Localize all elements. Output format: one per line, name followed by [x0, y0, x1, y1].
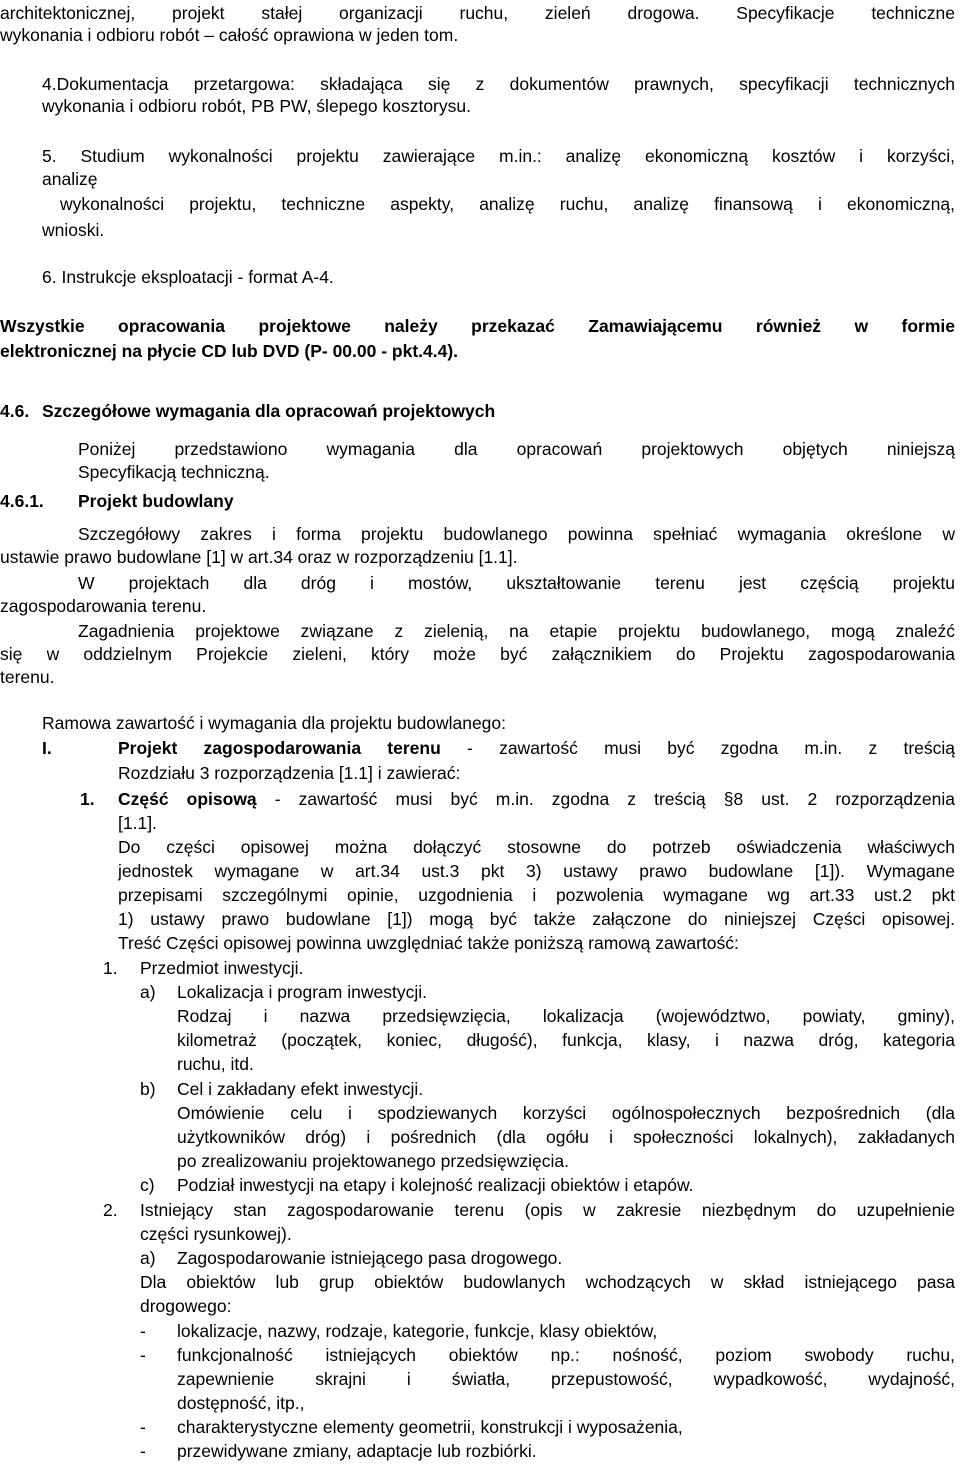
list-dash-1: -	[140, 1321, 146, 1341]
section-intro-line-1: Poniżej przedstawiono wymagania dla opracowań projektowych objętych niniejszą	[78, 439, 955, 459]
subsection-p2-line-1: W projektach dla dróg i mostów, ukształtowanie terenu jest częścią projektu	[78, 573, 955, 593]
subsection-p1-line-2: ustawie prawo budowlane [1] w art.34 oraz w rozporządzeniu [1.1].	[0, 547, 518, 567]
list-item-4: przewidywane zmiany, adaptacje lub rozbiórki.	[177, 1441, 537, 1461]
item-4-line-2: wykonania i odbioru robót, PB PW, ślepego kosztorysu.	[42, 96, 471, 116]
frame-a-label: a)	[140, 982, 156, 1002]
frame-s2-line-1: Istniejący stan zagospodarowanie terenu (opis w zakresie niezbędnym do uzupełnienie	[140, 1200, 955, 1220]
frame-I-line-1: Projekt zagospodarowania terenu - zawartość musi być zgodna m.in. z treścią	[118, 738, 955, 758]
item-4-line-1: 4.Dokumentacja przetargowa: składająca się z dokumentów prawnych, specyfikacji technicznych	[42, 74, 955, 94]
frame-s2-number: 2.	[103, 1200, 118, 1220]
subsection-p2-line-2: zagospodarowania terenu.	[0, 596, 207, 616]
subsection-number: 4.6.1.	[0, 491, 44, 511]
frame-heading: Ramowa zawartość i wymagania dla projektu budowlanego:	[42, 713, 506, 733]
frame-b-label: b)	[140, 1079, 156, 1099]
frame-s1-number: 1.	[103, 958, 118, 978]
frame-a-desc-2: kilometraż (początek, koniec, długość), funkcja, klasy, i nazwa dróg, kategoria	[177, 1030, 955, 1050]
frame-desc-line-4: 1) ustawy prawo budowlane [1]) mogą być także załączone do niniejszej Części opisowej.	[118, 909, 955, 929]
frame-b-desc-1: Omówienie celu i spodziewanych korzyści ogólnospołecznych bezpośrednich (dla	[177, 1103, 955, 1123]
frame-s2a-text: Zagospodarowanie istniejącego pasa drogowego.	[177, 1248, 563, 1268]
subsection-p3-line-2: się w oddzielnym Projekcie zieleni, który może być załącznikiem do Projektu zagospodarowania	[0, 644, 955, 664]
frame-b-desc-2: użytkowników dróg) i pośrednich (dla ogółu i społeczności lokalnych), zakładanych	[177, 1127, 955, 1147]
list-dash-2: -	[140, 1345, 146, 1365]
subsection-p3-line-3: terenu.	[0, 667, 55, 687]
frame-desc-line-1: Do części opisowej można dołączyć stosowne do potrzeb oświadczenia właściwych	[118, 837, 955, 857]
subsection-title: Projekt budowlany	[78, 491, 234, 511]
item-5-line-1: 5. Studium wykonalności projektu zawierające m.in.: analizę ekonomiczną kosztów i korzyści,	[42, 146, 955, 166]
frame-desc-line-5: Treść Części opisowej powinna uwzględniać także poniższą ramową zawartość:	[118, 933, 739, 953]
item-5-line-3: wykonalności projektu, techniczne aspekty, analizę ruchu, analizę finansową i ekonomiczną,	[60, 194, 955, 214]
frame-I-line-2: Rozdziału 3 rozporządzenia [1.1] i zawierać:	[118, 763, 461, 783]
item-6: 6. Instrukcje eksploatacji - format A-4.	[42, 267, 334, 287]
subsection-p3-line-1: Zagadnienia projektowe związane z zielenią, na etapie projektu budowlanego, mogą znaleźć	[78, 621, 955, 641]
frame-s1-text: Przedmiot inwestycji.	[140, 958, 304, 978]
section-number: 4.6.	[0, 401, 30, 421]
frame-b-desc-3: po zrealizowaniu projektowanego przedsięwzięcia.	[177, 1151, 570, 1171]
frame-a-text: Lokalizacja i program inwestycji.	[177, 982, 427, 1002]
intro-line-2: wykonania i odbioru robót – całość oprawiona w jeden tom.	[0, 25, 459, 45]
frame-c-text: Podział inwestycji na etapy i kolejność realizacji obiektów i etapów.	[177, 1175, 694, 1195]
frame-a-desc-3: ruchu, itd.	[177, 1054, 254, 1074]
list-item-2-line-3: dostępność, itp.,	[177, 1393, 305, 1413]
notice-line-2: elektronicznej na płycie CD lub DVD (P- 00.00 - pkt.4.4).	[0, 341, 459, 361]
intro-line-1: architektonicznej, projekt stałej organizacji ruchu, zieleń drogowa. Specyfikacje techniczne	[0, 3, 955, 23]
list-item-3: charakterystyczne elementy geometrii, konstrukcji i wyposażenia,	[177, 1417, 683, 1437]
frame-s2a-desc-2: drogowego:	[140, 1296, 232, 1316]
list-item-1: lokalizacje, nazwy, rodzaje, kategorie, funkcje, klasy obiektów,	[177, 1321, 658, 1341]
frame-a-desc-1: Rodzaj i nazwa przedsięwzięcia, lokalizacja (województwo, powiaty, gminy),	[177, 1006, 955, 1026]
list-dash-3: -	[140, 1417, 146, 1437]
frame-s2-line-2: części rysunkowej).	[140, 1224, 292, 1244]
frame-desc-line-2: jednostek wymagane w art.34 ust.3 pkt 3) ustawy prawo budowlane [1]). Wymagane	[118, 861, 955, 881]
frame-p1-number: 1.	[80, 789, 95, 809]
frame-p1-line-2: [1.1].	[118, 813, 157, 833]
frame-b-text: Cel i zakładany efekt inwestycji.	[177, 1079, 424, 1099]
section-title: Szczegółowe wymagania dla opracowań projektowych	[42, 401, 496, 421]
frame-desc-line-3: przepisami szczególnymi opinie, uzgodnienia i pozwolenia wymagane wg art.33 ust.2 pkt	[118, 885, 955, 905]
frame-p1-line-1: Część opisową - zawartość musi być m.in. zgodna z treścią §8 ust. 2 rozporządzenia	[118, 789, 955, 809]
list-dash-4: -	[140, 1441, 146, 1461]
frame-s2a-desc-1: Dla obiektów lub grup obiektów budowlanych wchodzących w skład istniejącego pasa	[140, 1272, 955, 1292]
frame-s2a-label: a)	[140, 1248, 156, 1268]
item-5-line-4: wnioski.	[42, 220, 105, 240]
frame-I-number: I.	[42, 738, 52, 758]
section-intro-line-2: Specyfikacją techniczną.	[78, 462, 270, 482]
subsection-p1-line-1: Szczegółowy zakres i forma projektu budowlanego powinna spełniać wymagania określone w	[78, 524, 955, 544]
list-item-2-line-2: zapewnienie skrajni i światła, przepustowość, wypadkowość, wydajność,	[177, 1369, 955, 1389]
frame-c-label: c)	[140, 1175, 155, 1195]
notice-line-1: Wszystkie opracowania projektowe należy przekazać Zamawiającemu również w formie	[0, 316, 955, 336]
list-item-2-line-1: funkcjonalność istniejących obiektów np.: nośność, poziom swobody ruchu,	[177, 1345, 955, 1365]
item-5-line-2: analizę	[42, 169, 98, 189]
